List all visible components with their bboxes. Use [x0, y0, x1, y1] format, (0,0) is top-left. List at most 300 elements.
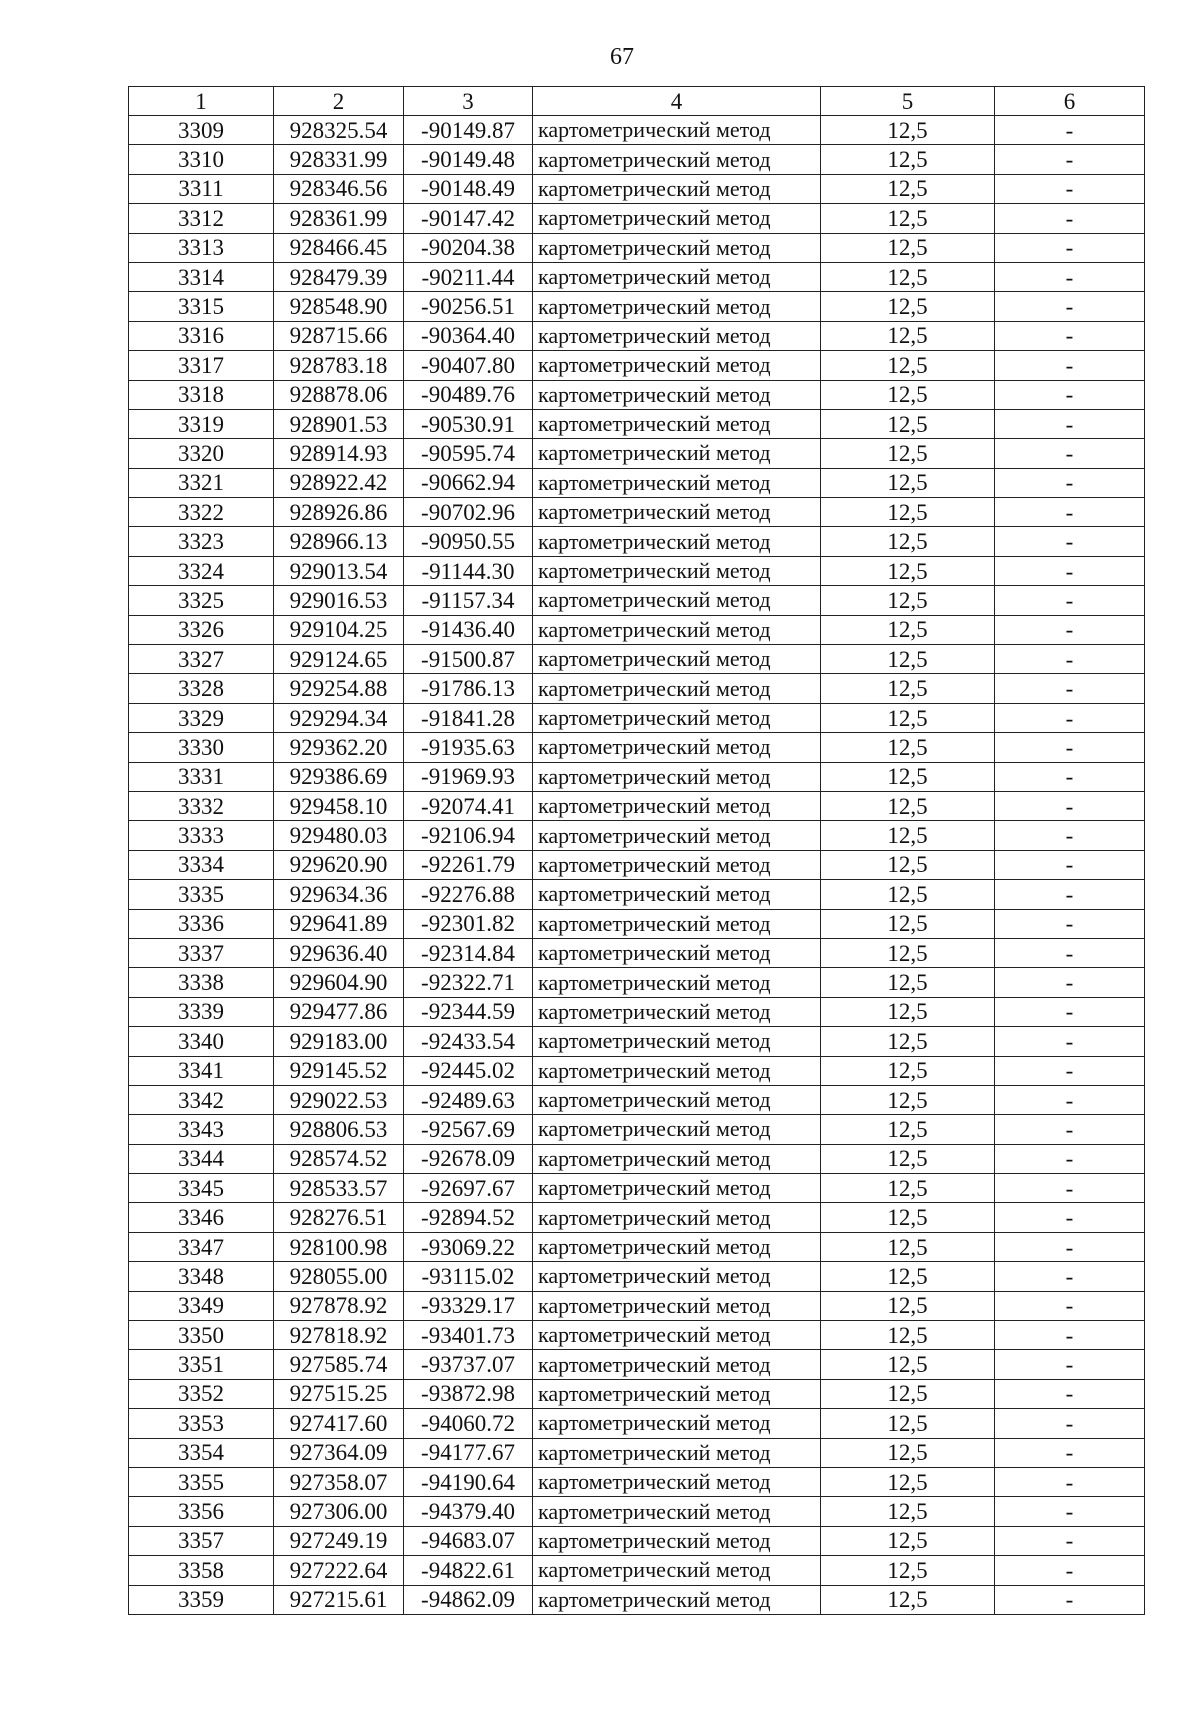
table-row: [129, 1321, 1145, 1350]
accuracy-cell: 12,5: [821, 1556, 995, 1585]
method-cell: картометрический метод: [533, 1115, 821, 1144]
y-coordinate-cell: -92697.67: [404, 1174, 533, 1203]
point-number-cell: 3358: [129, 1556, 274, 1585]
accuracy-cell: 12,5: [821, 498, 995, 527]
accuracy-cell: 12,5: [821, 1321, 995, 1350]
method-cell: картометрический метод: [533, 1526, 821, 1555]
note-cell: -: [995, 1556, 1145, 1585]
note-cell: -: [995, 1144, 1145, 1173]
method-cell: картометрический метод: [533, 1350, 821, 1379]
method-cell: картометрический метод: [533, 968, 821, 997]
note-cell: -: [995, 1585, 1145, 1614]
table-row: [129, 703, 1145, 732]
point-number-cell: 3344: [129, 1144, 274, 1173]
y-coordinate-cell: -92344.59: [404, 997, 533, 1026]
method-cell: картометрический метод: [533, 1585, 821, 1614]
y-coordinate-cell: -91157.34: [404, 586, 533, 615]
note-cell: -: [995, 556, 1145, 585]
note-cell: -: [995, 233, 1145, 262]
accuracy-cell: 12,5: [821, 1467, 995, 1496]
point-number-cell: 3309: [129, 116, 274, 145]
accuracy-cell: 12,5: [821, 1262, 995, 1291]
accuracy-cell: 12,5: [821, 1144, 995, 1173]
y-coordinate-cell: -91436.40: [404, 615, 533, 644]
point-number-cell: 3335: [129, 880, 274, 909]
note-cell: -: [995, 1350, 1145, 1379]
x-coordinate-cell: 929183.00: [274, 1027, 404, 1056]
point-number-cell: 3314: [129, 262, 274, 291]
note-cell: -: [995, 1291, 1145, 1320]
point-number-cell: 3331: [129, 762, 274, 791]
column-header: 3: [404, 87, 533, 116]
point-number-cell: 3326: [129, 615, 274, 644]
method-cell: картометрический метод: [533, 1262, 821, 1291]
table-row: [129, 1027, 1145, 1056]
method-cell: картометрический метод: [533, 733, 821, 762]
method-cell: картометрический метод: [533, 498, 821, 527]
point-number-cell: 3349: [129, 1291, 274, 1320]
point-number-cell: 3328: [129, 674, 274, 703]
y-coordinate-cell: -92276.88: [404, 880, 533, 909]
x-coordinate-cell: 929604.90: [274, 968, 404, 997]
point-number-cell: 3333: [129, 821, 274, 850]
y-coordinate-cell: -90702.96: [404, 498, 533, 527]
coordinates-table: [128, 86, 1145, 1615]
point-number-cell: 3354: [129, 1438, 274, 1467]
note-cell: -: [995, 204, 1145, 233]
y-coordinate-cell: -93737.07: [404, 1350, 533, 1379]
point-number-cell: 3315: [129, 292, 274, 321]
point-number-cell: 3343: [129, 1115, 274, 1144]
note-cell: -: [995, 145, 1145, 174]
method-cell: картометрический метод: [533, 938, 821, 967]
method-cell: картометрический метод: [533, 380, 821, 409]
note-cell: -: [995, 733, 1145, 762]
y-coordinate-cell: -90595.74: [404, 439, 533, 468]
table-row: [129, 1467, 1145, 1496]
method-cell: картометрический метод: [533, 1321, 821, 1350]
accuracy-cell: 12,5: [821, 292, 995, 321]
table-row: [129, 1085, 1145, 1114]
table-row: [129, 204, 1145, 233]
table-row: [129, 791, 1145, 820]
note-cell: -: [995, 1232, 1145, 1261]
accuracy-cell: 12,5: [821, 703, 995, 732]
x-coordinate-cell: 927215.61: [274, 1585, 404, 1614]
point-number-cell: 3319: [129, 409, 274, 438]
x-coordinate-cell: 929480.03: [274, 821, 404, 850]
accuracy-cell: 12,5: [821, 791, 995, 820]
method-cell: картометрический метод: [533, 1291, 821, 1320]
note-cell: -: [995, 645, 1145, 674]
note-cell: -: [995, 703, 1145, 732]
accuracy-cell: 12,5: [821, 645, 995, 674]
accuracy-cell: 12,5: [821, 968, 995, 997]
note-cell: -: [995, 116, 1145, 145]
point-number-cell: 3327: [129, 645, 274, 674]
x-coordinate-cell: 929124.65: [274, 645, 404, 674]
table-row: [129, 821, 1145, 850]
x-coordinate-cell: 928901.53: [274, 409, 404, 438]
note-cell: -: [995, 1526, 1145, 1555]
x-coordinate-cell: 929477.86: [274, 997, 404, 1026]
x-coordinate-cell: 929022.53: [274, 1085, 404, 1114]
y-coordinate-cell: -94060.72: [404, 1409, 533, 1438]
note-cell: -: [995, 909, 1145, 938]
note-cell: -: [995, 321, 1145, 350]
point-number-cell: 3355: [129, 1467, 274, 1496]
table-row: [129, 645, 1145, 674]
note-cell: -: [995, 1438, 1145, 1467]
method-cell: картометрический метод: [533, 850, 821, 879]
accuracy-cell: 12,5: [821, 938, 995, 967]
note-cell: -: [995, 380, 1145, 409]
note-cell: -: [995, 439, 1145, 468]
x-coordinate-cell: 929294.34: [274, 703, 404, 732]
point-number-cell: 3342: [129, 1085, 274, 1114]
method-cell: картометрический метод: [533, 703, 821, 732]
method-cell: картометрический метод: [533, 351, 821, 380]
accuracy-cell: 12,5: [821, 1350, 995, 1379]
point-number-cell: 3337: [129, 938, 274, 967]
method-cell: картометрический метод: [533, 233, 821, 262]
y-coordinate-cell: -91500.87: [404, 645, 533, 674]
note-cell: -: [995, 1056, 1145, 1085]
note-cell: -: [995, 1409, 1145, 1438]
point-number-cell: 3334: [129, 850, 274, 879]
y-coordinate-cell: -94822.61: [404, 1556, 533, 1585]
method-cell: картометрический метод: [533, 527, 821, 556]
y-coordinate-cell: -92445.02: [404, 1056, 533, 1085]
method-cell: картометрический метод: [533, 409, 821, 438]
y-coordinate-cell: -91144.30: [404, 556, 533, 585]
table-row: [129, 938, 1145, 967]
method-cell: картометрический метод: [533, 468, 821, 497]
note-cell: -: [995, 821, 1145, 850]
table-row: [129, 674, 1145, 703]
x-coordinate-cell: 928466.45: [274, 233, 404, 262]
method-cell: картометрический метод: [533, 1203, 821, 1232]
table-header-row: [129, 87, 1145, 116]
note-cell: -: [995, 292, 1145, 321]
x-coordinate-cell: 928346.56: [274, 174, 404, 203]
point-number-cell: 3351: [129, 1350, 274, 1379]
column-header: 6: [995, 87, 1145, 116]
y-coordinate-cell: -90256.51: [404, 292, 533, 321]
accuracy-cell: 12,5: [821, 1027, 995, 1056]
table-row: [129, 1379, 1145, 1408]
method-cell: картометрический метод: [533, 116, 821, 145]
accuracy-cell: 12,5: [821, 586, 995, 615]
method-cell: картометрический метод: [533, 997, 821, 1026]
page-number: 67: [610, 44, 634, 70]
point-number-cell: 3350: [129, 1321, 274, 1350]
x-coordinate-cell: 929634.36: [274, 880, 404, 909]
note-cell: -: [995, 1203, 1145, 1232]
table-body: [129, 116, 1145, 1615]
y-coordinate-cell: -90211.44: [404, 262, 533, 291]
x-coordinate-cell: 929620.90: [274, 850, 404, 879]
note-cell: -: [995, 968, 1145, 997]
method-cell: картометрический метод: [533, 292, 821, 321]
table-row: [129, 1144, 1145, 1173]
x-coordinate-cell: 929362.20: [274, 733, 404, 762]
x-coordinate-cell: 928479.39: [274, 262, 404, 291]
table-row: [129, 292, 1145, 321]
accuracy-cell: 12,5: [821, 821, 995, 850]
x-coordinate-cell: 928100.98: [274, 1232, 404, 1261]
accuracy-cell: 12,5: [821, 1526, 995, 1555]
point-number-cell: 3338: [129, 968, 274, 997]
x-coordinate-cell: 929145.52: [274, 1056, 404, 1085]
x-coordinate-cell: 928783.18: [274, 351, 404, 380]
method-cell: картометрический метод: [533, 1174, 821, 1203]
method-cell: картометрический метод: [533, 1379, 821, 1408]
x-coordinate-cell: 928715.66: [274, 321, 404, 350]
method-cell: картометрический метод: [533, 1467, 821, 1496]
x-coordinate-cell: 928574.52: [274, 1144, 404, 1173]
method-cell: картометрический метод: [533, 1438, 821, 1467]
accuracy-cell: 12,5: [821, 527, 995, 556]
column-header: 1: [129, 87, 274, 116]
y-coordinate-cell: -90364.40: [404, 321, 533, 350]
accuracy-cell: 12,5: [821, 674, 995, 703]
accuracy-cell: 12,5: [821, 233, 995, 262]
point-number-cell: 3345: [129, 1174, 274, 1203]
method-cell: картометрический метод: [533, 1556, 821, 1585]
note-cell: -: [995, 1497, 1145, 1526]
point-number-cell: 3312: [129, 204, 274, 233]
point-number-cell: 3348: [129, 1262, 274, 1291]
x-coordinate-cell: 928276.51: [274, 1203, 404, 1232]
accuracy-cell: 12,5: [821, 1585, 995, 1614]
point-number-cell: 3346: [129, 1203, 274, 1232]
table-row: [129, 527, 1145, 556]
method-cell: картометрический метод: [533, 1027, 821, 1056]
method-cell: картометрический метод: [533, 1056, 821, 1085]
x-coordinate-cell: 927878.92: [274, 1291, 404, 1320]
point-number-cell: 3339: [129, 997, 274, 1026]
table-row: [129, 1174, 1145, 1203]
note-cell: -: [995, 586, 1145, 615]
x-coordinate-cell: 929458.10: [274, 791, 404, 820]
method-cell: картометрический метод: [533, 174, 821, 203]
method-cell: картометрический метод: [533, 321, 821, 350]
accuracy-cell: 12,5: [821, 321, 995, 350]
note-cell: -: [995, 409, 1145, 438]
x-coordinate-cell: 928331.99: [274, 145, 404, 174]
y-coordinate-cell: -92074.41: [404, 791, 533, 820]
table-row: [129, 1438, 1145, 1467]
accuracy-cell: 12,5: [821, 909, 995, 938]
x-coordinate-cell: 928533.57: [274, 1174, 404, 1203]
note-cell: -: [995, 1174, 1145, 1203]
x-coordinate-cell: 928914.93: [274, 439, 404, 468]
x-coordinate-cell: 927417.60: [274, 1409, 404, 1438]
note-cell: -: [995, 762, 1145, 791]
table-row: [129, 762, 1145, 791]
x-coordinate-cell: 929104.25: [274, 615, 404, 644]
accuracy-cell: 12,5: [821, 1056, 995, 1085]
note-cell: -: [995, 850, 1145, 879]
y-coordinate-cell: -90149.87: [404, 116, 533, 145]
accuracy-cell: 12,5: [821, 615, 995, 644]
accuracy-cell: 12,5: [821, 1291, 995, 1320]
column-header: 5: [821, 87, 995, 116]
accuracy-cell: 12,5: [821, 1085, 995, 1114]
method-cell: картометрический метод: [533, 145, 821, 174]
note-cell: -: [995, 791, 1145, 820]
accuracy-cell: 12,5: [821, 116, 995, 145]
method-cell: картометрический метод: [533, 1497, 821, 1526]
note-cell: -: [995, 938, 1145, 967]
x-coordinate-cell: 929016.53: [274, 586, 404, 615]
y-coordinate-cell: -92314.84: [404, 938, 533, 967]
accuracy-cell: 12,5: [821, 1232, 995, 1261]
y-coordinate-cell: -94862.09: [404, 1585, 533, 1614]
accuracy-cell: 12,5: [821, 997, 995, 1026]
x-coordinate-cell: 928548.90: [274, 292, 404, 321]
note-cell: -: [995, 468, 1145, 497]
x-coordinate-cell: 927249.19: [274, 1526, 404, 1555]
y-coordinate-cell: -92433.54: [404, 1027, 533, 1056]
table-row: [129, 997, 1145, 1026]
point-number-cell: 3311: [129, 174, 274, 203]
accuracy-cell: 12,5: [821, 468, 995, 497]
table-row: [129, 733, 1145, 762]
y-coordinate-cell: -94683.07: [404, 1526, 533, 1555]
y-coordinate-cell: -93069.22: [404, 1232, 533, 1261]
accuracy-cell: 12,5: [821, 1409, 995, 1438]
accuracy-cell: 12,5: [821, 351, 995, 380]
note-cell: -: [995, 1321, 1145, 1350]
method-cell: картометрический метод: [533, 674, 821, 703]
accuracy-cell: 12,5: [821, 145, 995, 174]
y-coordinate-cell: -91935.63: [404, 733, 533, 762]
point-number-cell: 3317: [129, 351, 274, 380]
method-cell: картометрический метод: [533, 1409, 821, 1438]
table-row: [129, 321, 1145, 350]
method-cell: картометрический метод: [533, 615, 821, 644]
table-row: [129, 498, 1145, 527]
x-coordinate-cell: 929013.54: [274, 556, 404, 585]
y-coordinate-cell: -93401.73: [404, 1321, 533, 1350]
table-row: [129, 1262, 1145, 1291]
method-cell: картометрический метод: [533, 645, 821, 674]
note-cell: -: [995, 1027, 1145, 1056]
point-number-cell: 3321: [129, 468, 274, 497]
x-coordinate-cell: 927364.09: [274, 1438, 404, 1467]
method-cell: картометрический метод: [533, 880, 821, 909]
x-coordinate-cell: 928325.54: [274, 116, 404, 145]
table-row: [129, 1350, 1145, 1379]
y-coordinate-cell: -91786.13: [404, 674, 533, 703]
accuracy-cell: 12,5: [821, 762, 995, 791]
y-coordinate-cell: -91969.93: [404, 762, 533, 791]
note-cell: -: [995, 174, 1145, 203]
y-coordinate-cell: -90530.91: [404, 409, 533, 438]
column-header: 2: [274, 87, 404, 116]
x-coordinate-cell: 928926.86: [274, 498, 404, 527]
x-coordinate-cell: 927222.64: [274, 1556, 404, 1585]
accuracy-cell: 12,5: [821, 1379, 995, 1408]
accuracy-cell: 12,5: [821, 439, 995, 468]
table-row: [129, 556, 1145, 585]
table-row: [129, 1497, 1145, 1526]
method-cell: картометрический метод: [533, 556, 821, 585]
y-coordinate-cell: -90489.76: [404, 380, 533, 409]
y-coordinate-cell: -94190.64: [404, 1467, 533, 1496]
y-coordinate-cell: -90662.94: [404, 468, 533, 497]
note-cell: -: [995, 262, 1145, 291]
table-row: [129, 968, 1145, 997]
table-row: [129, 880, 1145, 909]
note-cell: -: [995, 997, 1145, 1026]
note-cell: -: [995, 527, 1145, 556]
method-cell: картометрический метод: [533, 909, 821, 938]
table-row: [129, 586, 1145, 615]
x-coordinate-cell: 927358.07: [274, 1467, 404, 1496]
accuracy-cell: 12,5: [821, 262, 995, 291]
point-number-cell: 3322: [129, 498, 274, 527]
y-coordinate-cell: -92301.82: [404, 909, 533, 938]
point-number-cell: 3353: [129, 1409, 274, 1438]
table-row: [129, 262, 1145, 291]
point-number-cell: 3316: [129, 321, 274, 350]
note-cell: -: [995, 880, 1145, 909]
accuracy-cell: 12,5: [821, 850, 995, 879]
point-number-cell: 3320: [129, 439, 274, 468]
note-cell: -: [995, 1085, 1145, 1114]
x-coordinate-cell: 927818.92: [274, 1321, 404, 1350]
x-coordinate-cell: 928055.00: [274, 1262, 404, 1291]
note-cell: -: [995, 615, 1145, 644]
x-coordinate-cell: 928361.99: [274, 204, 404, 233]
point-number-cell: 3347: [129, 1232, 274, 1261]
y-coordinate-cell: -92261.79: [404, 850, 533, 879]
x-coordinate-cell: 927585.74: [274, 1350, 404, 1379]
x-coordinate-cell: 927515.25: [274, 1379, 404, 1408]
table-row: [129, 439, 1145, 468]
table-row: [129, 380, 1145, 409]
note-cell: -: [995, 351, 1145, 380]
accuracy-cell: 12,5: [821, 1203, 995, 1232]
point-number-cell: 3318: [129, 380, 274, 409]
table-row: [129, 1291, 1145, 1320]
x-coordinate-cell: 929386.69: [274, 762, 404, 791]
y-coordinate-cell: -90204.38: [404, 233, 533, 262]
y-coordinate-cell: -93329.17: [404, 1291, 533, 1320]
accuracy-cell: 12,5: [821, 1438, 995, 1467]
y-coordinate-cell: -92322.71: [404, 968, 533, 997]
point-number-cell: 3359: [129, 1585, 274, 1614]
point-number-cell: 3329: [129, 703, 274, 732]
method-cell: картометрический метод: [533, 791, 821, 820]
y-coordinate-cell: -92678.09: [404, 1144, 533, 1173]
accuracy-cell: 12,5: [821, 556, 995, 585]
y-coordinate-cell: -93115.02: [404, 1262, 533, 1291]
table-row: [129, 1203, 1145, 1232]
x-coordinate-cell: 928878.06: [274, 380, 404, 409]
note-cell: -: [995, 1262, 1145, 1291]
point-number-cell: 3352: [129, 1379, 274, 1408]
table-row: [129, 1409, 1145, 1438]
note-cell: -: [995, 1115, 1145, 1144]
point-number-cell: 3336: [129, 909, 274, 938]
point-number-cell: 3330: [129, 733, 274, 762]
method-cell: картометрический метод: [533, 821, 821, 850]
table-row: [129, 174, 1145, 203]
